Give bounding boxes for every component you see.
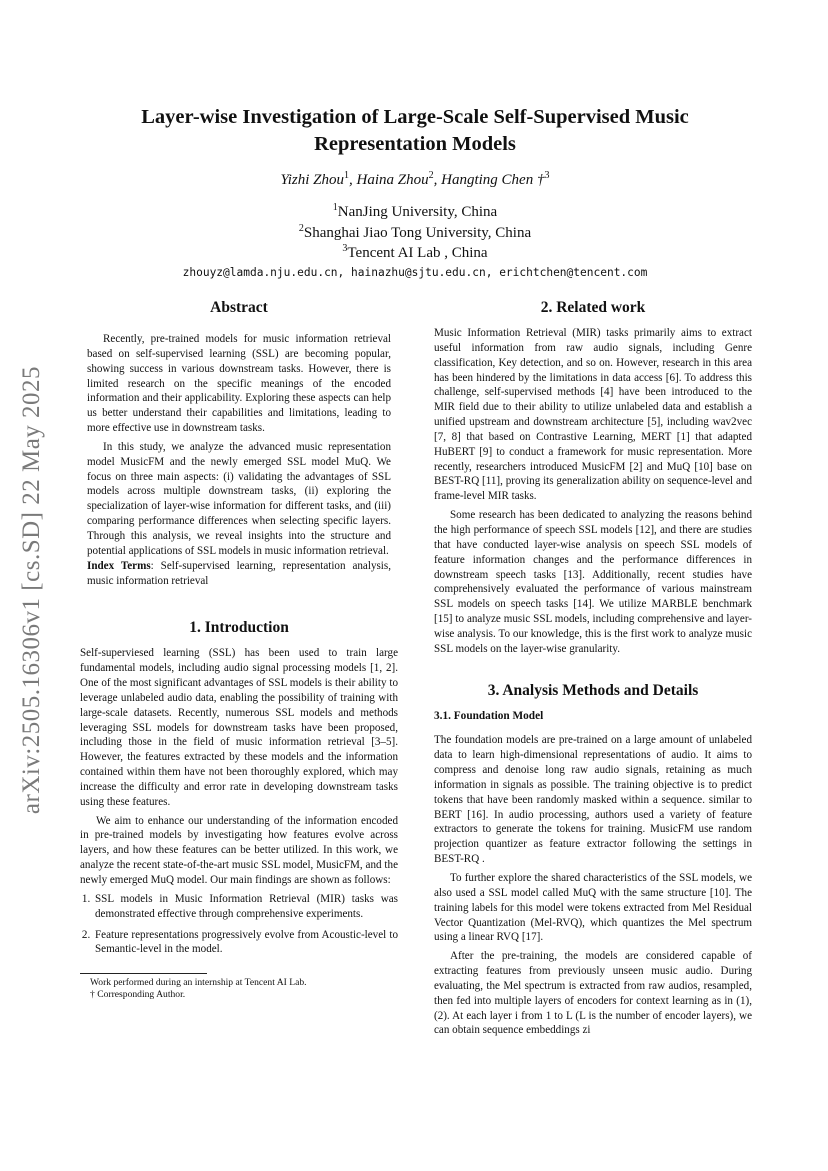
affiliation bbox=[80, 245, 750, 262]
introduction-heading: 1. Introduction bbox=[189, 619, 289, 637]
affiliation-mark: 1 bbox=[332, 202, 338, 213]
findings-item: 2. Feature representations progressively evolve from Acoustic-level to Semantic-level in the model. bbox=[93, 928, 398, 958]
findings-list bbox=[80, 892, 398, 957]
index-terms bbox=[87, 559, 391, 589]
methods-paragraph: To further explore the shared characteristics of the SSL models, we also used a SSL model called MuQ with the same structure [10]. The training labels for this model were tokens extracted from Mel Residual Vector Quantization (Mel-RVQ), which quantizes the Mel spectrum using a linear RVQ [17]. bbox=[434, 872, 752, 944]
abstract-paragraph: Recently, pre-trained models for music information retrieval based on self-supervised learning (SSL) are becoming popular, showing success in various downstream tasks. However, there is limited research on the specific meanings of the encoded information and their applicability. Exploring these aspects can help us better understand their capabilities and limitations, leading to more effective use in downstream tasks. bbox=[87, 333, 391, 435]
author-affil-mark: 3 bbox=[544, 170, 550, 181]
affiliation bbox=[80, 225, 750, 242]
author-name: Yizhi Zhou bbox=[280, 172, 345, 188]
abstract-body bbox=[80, 332, 398, 588]
right-column bbox=[434, 298, 752, 1038]
arxiv-identifier-text: arXiv:2505.16306v1 [cs.SD] 22 May 2025 bbox=[18, 365, 45, 815]
author-affil-mark: 1 bbox=[344, 170, 350, 181]
intro-paragraph: Self-superviesed learning (SSL) has been used to train large fundamental models, including audio signal processing models [1, 2]. One of the most significant advantages of SSL models is their ability to leverage unlabeled audio data, enabling the possibility of training with large-scale datasets. Recently, numerous SSL models and methods leveraging SSL models for downstream tasks have been proposed, including those in the field of music information retrieval [3–5]. However, the features extracted by these models and the information contained within them have not been thoroughly explored, which may increase the difficulty and error rate in developing downstream tasks using these features. bbox=[80, 647, 398, 808]
methods-heading: 3. Analysis Methods and Details bbox=[487, 681, 699, 699]
author-name: Haina Zhou bbox=[356, 172, 429, 188]
abstract-paragraph: In this study, we analyze the advanced music representation model MusicFM and the newly emerged SSL model MuQ. We focus on three main aspects: (i) validating the advantages of SSL models across multiple downstream tasks, (ii) exploring the specialization of layer-wise information for different tasks, and (iii) comparing performance differences when selecting specific layers. Through this analysis, we reveal insights into the structure and potential applications of SSL models in music information retrieval. bbox=[87, 440, 391, 557]
arxiv-identifier bbox=[12, 340, 52, 840]
methods-paragraph: After the pre-training, the models are considered capable of extracting features from previously unseen music audio. During evaluating, the Mel spectrum is extracted from raw audios, resampled, then fed into multiple layers of encoders for context learning as in (1),(2). At each layer i from 1 to L (L is the number of encoder layers), we can obtain sequence embeddings zi bbox=[434, 950, 752, 1037]
index-terms-text: : Self-supervised learning, representation analysis, music information retrieval bbox=[87, 559, 391, 587]
abstract-heading: Abstract bbox=[210, 299, 268, 316]
methods-paragraph: The foundation models are pre-trained on a large amount of unlabeled data to learn high-dimensional representations of audio. It aims to compress and denoise long raw audio signals, retaining as much information in signals as possible. The training objective is to predict tokens that have been randomly masked within a sequence. similar to BERT [16]. In audio processing, authors used a variety of feature extractors to generate the tokens for training. MusicFM use random projection quantizer as feature extractor following the settings in BEST-RQ . bbox=[434, 734, 752, 866]
footnote: † Corresponding Author. bbox=[90, 989, 186, 1001]
affiliation-mark: 2 bbox=[298, 223, 304, 234]
findings-item: 1. SSL models in Music Information Retrieval (MIR) tasks was demonstrated effective through comprehensive experiments. bbox=[93, 892, 398, 922]
related-paragraph: Some research has been dedicated to analyzing the reasons behind the high performance of speech SSL models [12], and there are studies that have conducted layer-wise analysis on speech SSL models of feature information changes and the performance differences in downstream speech tasks [13]. Additionally, recent studies have comprehensively evaluated the performance of various mainstream SSL models on speech tasks [14]. We utilize MARBLE benchmark [15] to analyze music SSL models, including comprehensive and layer-wise analysis. To our knowledge, this is the first work to analyze music SSL models on the layer-wise granularity. bbox=[434, 509, 752, 655]
affiliation-name: Shanghai Jiao Tong University, China bbox=[303, 225, 532, 241]
affiliation-name: NanJing University, China bbox=[337, 204, 498, 220]
related-work-heading: 2. Related work bbox=[540, 299, 646, 316]
author-separator: , bbox=[349, 172, 357, 188]
related-paragraph: Music Information Retrieval (MIR) tasks primarily aims to extract useful information from raw audio signals, including Genre classification, Key detection, and so on. However, research in this area has been hindered by the limitations in data access [6]. To address this challenge, self-supervised methods [4] have been introduced to the MIR field due to their ability to utilize unlabeled data and establish a unified upstream and downstream architecture [5], including wav2vec [7, 8] that based on Contrastive Learning, MERT [1] that adapted HuBERT [9] to conduct a framework for music representation. More recently, researchers introduced MusicFM [2] and MuQ [10] base on BEST-RQ [11], proving its generalization ability on sequence-level and frame-level MIR tasks. bbox=[434, 327, 752, 503]
author-separator: , bbox=[433, 172, 442, 188]
author-emails: zhouyz@lamda.nju.edu.cn, hainazhu@sjtu.edu.cn, erichtchen@tencent.com bbox=[182, 266, 648, 279]
author-name: Hangting Chen † bbox=[441, 172, 545, 188]
footnote: Work performed during an internship at Tencent AI Lab. bbox=[90, 977, 307, 989]
affiliation-mark: 3 bbox=[342, 243, 348, 254]
author-affil-mark: 2 bbox=[428, 170, 434, 181]
paper-title: Layer-wise Investigation of Large-Scale Self-Supervised Music Representation Models bbox=[141, 106, 689, 155]
affiliation bbox=[80, 204, 750, 221]
index-terms-label: Index Terms bbox=[87, 559, 151, 572]
left-column bbox=[80, 298, 398, 1002]
author-list bbox=[80, 172, 750, 189]
footnote-rule bbox=[80, 973, 207, 974]
subsection-heading: 3.1. Foundation Model bbox=[434, 709, 544, 722]
intro-paragraph: We aim to enhance our understanding of the information encoded in pre-trained models by investigating how features evolve across layers, and how these features can be better utilized. In this work, we analyze the recent state-of-the-art music SSL model, MusicFM, and the newly emerged MuQ model. Our main findings are shown as follows: bbox=[80, 814, 398, 886]
affiliation-name: Tencent AI Lab , China bbox=[347, 245, 488, 261]
